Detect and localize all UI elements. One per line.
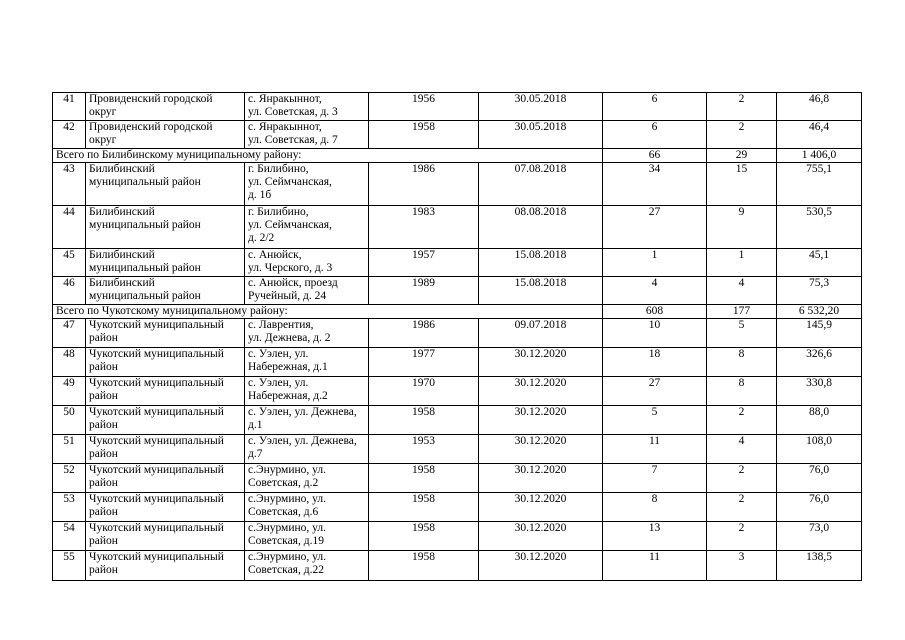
- municipality-cell: [86, 206, 245, 249]
- address-line: с.Энурмино, ул.: [248, 464, 326, 476]
- count-1-cell: 34: [603, 163, 707, 206]
- year-cell: 1958: [369, 551, 479, 581]
- address-line: д.7: [248, 448, 263, 460]
- municipality-cell: [86, 163, 245, 206]
- municipality-line: Чукотский муниципальный: [89, 522, 224, 534]
- municipality-line: Провиденский городской: [89, 121, 213, 133]
- address-line: ул. Черского, д. 3: [248, 262, 333, 274]
- municipality-line: Билибинский: [89, 249, 155, 261]
- year-cell: 1970: [369, 377, 479, 406]
- municipality-line: район: [89, 332, 118, 344]
- count-2-cell: 15: [707, 163, 777, 206]
- address-line: Советская, д.6: [248, 506, 319, 518]
- count-2-cell: 2: [707, 121, 777, 149]
- date-cell: 30.05.2018: [479, 121, 603, 149]
- count-2-cell: 9: [707, 206, 777, 249]
- address-line: Советская, д.22: [248, 564, 324, 576]
- date-cell: 30.12.2020: [479, 377, 603, 406]
- count-1-cell: 6: [603, 121, 707, 149]
- date-cell: 07.08.2018: [479, 163, 603, 206]
- address-line: д. 1б: [248, 189, 272, 201]
- table-row: [53, 277, 862, 305]
- count-2-cell: 2: [707, 406, 777, 435]
- address-cell: [245, 121, 369, 149]
- address-cell: [245, 435, 369, 464]
- area-cell: 138,5: [777, 551, 862, 581]
- address-cell: [245, 319, 369, 348]
- year-cell: 1958: [369, 464, 479, 493]
- date-cell: 30.05.2018: [479, 93, 603, 121]
- table-body: [53, 93, 862, 581]
- count-1-cell: 4: [603, 277, 707, 305]
- municipality-line: Чукотский муниципальный: [89, 493, 224, 505]
- date-cell: 09.07.2018: [479, 319, 603, 348]
- count-2-cell: 4: [707, 435, 777, 464]
- municipality-line: округ: [89, 134, 117, 146]
- municipality-cell: [86, 377, 245, 406]
- municipality-line: район: [89, 448, 118, 460]
- municipality-cell: [86, 93, 245, 121]
- count-1-cell: 13: [603, 522, 707, 551]
- address-cell: [245, 551, 369, 581]
- count-2-cell: 2: [707, 93, 777, 121]
- municipality-line: Билибинский: [89, 163, 155, 175]
- municipality-line: Провиденский городской: [89, 93, 213, 105]
- table-row: [53, 121, 862, 149]
- municipality-line: Билибинский: [89, 277, 155, 289]
- table-row: [53, 249, 862, 277]
- row-number: 46: [53, 277, 86, 305]
- count-1-cell: 11: [603, 551, 707, 581]
- count-2-cell: 1: [707, 249, 777, 277]
- count-2-cell: 5: [707, 319, 777, 348]
- address-line: с. Анюйск, проезд: [248, 277, 338, 289]
- row-number: 47: [53, 319, 86, 348]
- address-line: с.Энурмино, ул.: [248, 493, 326, 505]
- year-cell: 1983: [369, 206, 479, 249]
- address-line: Ручейный, д. 24: [248, 290, 327, 302]
- row-number: 45: [53, 249, 86, 277]
- date-cell: 30.12.2020: [479, 435, 603, 464]
- area-cell: 46,8: [777, 93, 862, 121]
- area-cell: 88,0: [777, 406, 862, 435]
- count-2-cell: 2: [707, 464, 777, 493]
- total-row: [53, 305, 862, 319]
- table-row: [53, 493, 862, 522]
- address-line: ул. Сеймчанская,: [248, 219, 332, 231]
- municipality-cell: [86, 522, 245, 551]
- row-number: 50: [53, 406, 86, 435]
- address-line: г. Билибино,: [248, 163, 309, 175]
- count-1-cell: 1: [603, 249, 707, 277]
- address-cell: [245, 348, 369, 377]
- address-line: ул. Советская, д. 7: [248, 134, 338, 146]
- address-line: ул. Сеймчанская,: [248, 176, 332, 188]
- count-2-cell: 4: [707, 277, 777, 305]
- address-line: с.Энурмино, ул.: [248, 522, 326, 534]
- count-1-cell: 27: [603, 206, 707, 249]
- date-cell: 30.12.2020: [479, 522, 603, 551]
- date-cell: 15.08.2018: [479, 277, 603, 305]
- date-cell: 08.08.2018: [479, 206, 603, 249]
- address-cell: [245, 493, 369, 522]
- table-row: [53, 406, 862, 435]
- area-cell: 330,8: [777, 377, 862, 406]
- municipality-line: район: [89, 390, 118, 402]
- address-cell: [245, 93, 369, 121]
- municipality-cell: [86, 319, 245, 348]
- total-count-1: 608: [603, 305, 707, 319]
- count-2-cell: 8: [707, 377, 777, 406]
- year-cell: 1958: [369, 493, 479, 522]
- area-cell: 46,4: [777, 121, 862, 149]
- municipality-cell: [86, 464, 245, 493]
- address-cell: [245, 464, 369, 493]
- municipality-line: муниципальный район: [89, 219, 201, 231]
- total-area: 6 532,20: [777, 305, 862, 319]
- address-line: д. 2/2: [248, 232, 275, 244]
- address-cell: [245, 206, 369, 249]
- count-2-cell: 2: [707, 493, 777, 522]
- table-row: [53, 551, 862, 581]
- table-row: [53, 319, 862, 348]
- address-line: с. Уэлен, ул.: [248, 377, 309, 389]
- municipality-line: Чукотский муниципальный: [89, 319, 224, 331]
- municipality-cell: [86, 249, 245, 277]
- address-cell: [245, 163, 369, 206]
- municipality-line: Чукотский муниципальный: [89, 464, 224, 476]
- total-area: 1 406,0: [777, 149, 862, 163]
- area-cell: 108,0: [777, 435, 862, 464]
- row-number: 54: [53, 522, 86, 551]
- year-cell: 1957: [369, 249, 479, 277]
- address-cell: [245, 277, 369, 305]
- total-label: Всего по Чукотскому муниципальному району:: [53, 305, 603, 319]
- total-row: [53, 149, 862, 163]
- count-2-cell: 2: [707, 522, 777, 551]
- year-cell: 1953: [369, 435, 479, 464]
- municipality-cell: [86, 121, 245, 149]
- area-cell: 73,0: [777, 522, 862, 551]
- year-cell: 1986: [369, 163, 479, 206]
- address-cell: [245, 249, 369, 277]
- address-line: Набережная, д.1: [248, 361, 328, 373]
- municipality-line: муниципальный район: [89, 290, 201, 302]
- area-cell: 530,5: [777, 206, 862, 249]
- municipality-line: район: [89, 361, 118, 373]
- count-1-cell: 6: [603, 93, 707, 121]
- row-number: 55: [53, 551, 86, 581]
- count-2-cell: 3: [707, 551, 777, 581]
- row-number: 53: [53, 493, 86, 522]
- area-cell: 326,6: [777, 348, 862, 377]
- date-cell: 30.12.2020: [479, 464, 603, 493]
- area-cell: 145,9: [777, 319, 862, 348]
- municipality-line: район: [89, 506, 118, 518]
- address-line: с. Уэлен, ул. Дежнева,: [248, 435, 357, 447]
- year-cell: 1958: [369, 121, 479, 149]
- municipality-cell: [86, 493, 245, 522]
- municipality-line: район: [89, 564, 118, 576]
- housing-table: [52, 92, 862, 581]
- area-cell: 755,1: [777, 163, 862, 206]
- row-number: 42: [53, 121, 86, 149]
- date-cell: 30.12.2020: [479, 348, 603, 377]
- address-line: д.1: [248, 419, 263, 431]
- municipality-line: Чукотский муниципальный: [89, 348, 224, 360]
- row-number: 43: [53, 163, 86, 206]
- area-cell: 76,0: [777, 464, 862, 493]
- count-1-cell: 8: [603, 493, 707, 522]
- row-number: 49: [53, 377, 86, 406]
- municipality-line: район: [89, 477, 118, 489]
- total-count-1: 66: [603, 149, 707, 163]
- count-1-cell: 7: [603, 464, 707, 493]
- table-row: [53, 522, 862, 551]
- address-line: с. Уэлен, ул. Дежнева,: [248, 406, 357, 418]
- row-number: 52: [53, 464, 86, 493]
- table-row: [53, 93, 862, 121]
- year-cell: 1989: [369, 277, 479, 305]
- municipality-line: Чукотский муниципальный: [89, 435, 224, 447]
- row-number: 44: [53, 206, 86, 249]
- municipality-cell: [86, 277, 245, 305]
- table-row: [53, 464, 862, 493]
- municipality-cell: [86, 435, 245, 464]
- count-2-cell: 8: [707, 348, 777, 377]
- total-count-2: 177: [707, 305, 777, 319]
- municipality-line: Билибинский: [89, 206, 155, 218]
- year-cell: 1986: [369, 319, 479, 348]
- row-number: 41: [53, 93, 86, 121]
- year-cell: 1956: [369, 93, 479, 121]
- municipality-line: муниципальный район: [89, 176, 201, 188]
- address-line: г. Билибино,: [248, 206, 309, 218]
- address-cell: [245, 522, 369, 551]
- year-cell: 1958: [369, 406, 479, 435]
- municipality-line: район: [89, 419, 118, 431]
- row-number: 51: [53, 435, 86, 464]
- count-1-cell: 5: [603, 406, 707, 435]
- year-cell: 1958: [369, 522, 479, 551]
- address-line: ул. Дежнева, д. 2: [248, 332, 331, 344]
- address-line: с. Анюйск,: [248, 249, 302, 261]
- address-line: с. Лаврентия,: [248, 319, 314, 331]
- municipality-line: Чукотский муниципальный: [89, 551, 224, 563]
- municipality-line: округ: [89, 106, 117, 118]
- address-cell: [245, 406, 369, 435]
- table-row: [53, 377, 862, 406]
- municipality-cell: [86, 551, 245, 581]
- total-label: Всего по Билибинскому муниципальному району:: [53, 149, 603, 163]
- address-line: ул. Советская, д. 3: [248, 106, 338, 118]
- count-1-cell: 27: [603, 377, 707, 406]
- count-1-cell: 11: [603, 435, 707, 464]
- area-cell: 45,1: [777, 249, 862, 277]
- address-line: с. Янракыннот,: [248, 93, 322, 105]
- municipality-cell: [86, 348, 245, 377]
- address-line: с. Уэлен, ул.: [248, 348, 309, 360]
- row-number: 48: [53, 348, 86, 377]
- total-count-2: 29: [707, 149, 777, 163]
- municipality-cell: [86, 406, 245, 435]
- municipality-line: Чукотский муниципальный: [89, 377, 224, 389]
- count-1-cell: 10: [603, 319, 707, 348]
- date-cell: 30.12.2020: [479, 406, 603, 435]
- table-row: [53, 435, 862, 464]
- municipality-line: район: [89, 535, 118, 547]
- municipality-line: муниципальный район: [89, 262, 201, 274]
- address-line: Набережная, д.2: [248, 390, 328, 402]
- date-cell: 30.12.2020: [479, 551, 603, 581]
- area-cell: 76,0: [777, 493, 862, 522]
- area-cell: 75,3: [777, 277, 862, 305]
- address-line: Советская, д.2: [248, 477, 319, 489]
- date-cell: 30.12.2020: [479, 493, 603, 522]
- address-line: с.Энурмино, ул.: [248, 551, 326, 563]
- table-row: [53, 348, 862, 377]
- address-cell: [245, 377, 369, 406]
- address-line: Советская, д.19: [248, 535, 324, 547]
- count-1-cell: 18: [603, 348, 707, 377]
- table-row: [53, 206, 862, 249]
- municipality-line: Чукотский муниципальный: [89, 406, 224, 418]
- table-row: [53, 163, 862, 206]
- address-line: с. Янракыннот,: [248, 121, 322, 133]
- date-cell: 15.08.2018: [479, 249, 603, 277]
- year-cell: 1977: [369, 348, 479, 377]
